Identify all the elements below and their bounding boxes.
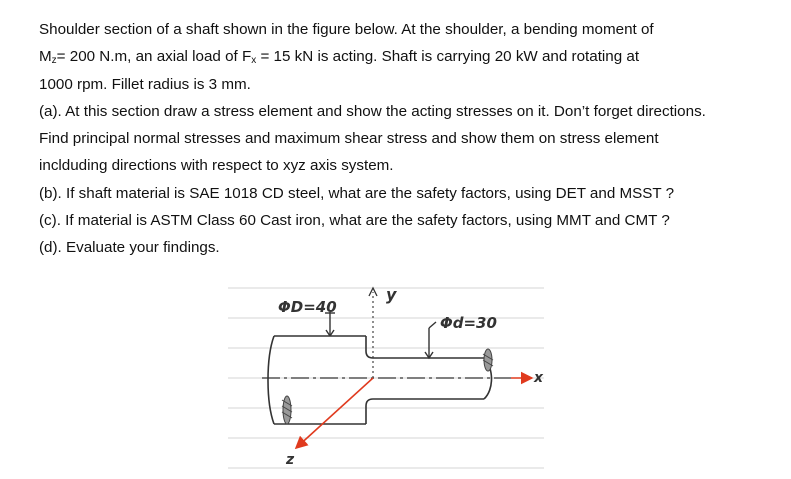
moment-symbol: M	[39, 48, 52, 66]
question-a-line-1: (a). At this section draw a stress element and show the acting stresses on it. Don’t forget directions.	[39, 102, 706, 120]
question-b: (b). If shaft material is SAE 1018 CD steel, what are the safety factors, using DET and MSST ?	[39, 184, 675, 202]
shaft-sketch	[226, 278, 546, 474]
x-axis-label: x	[534, 370, 544, 386]
small-diameter-dimension	[425, 322, 436, 358]
moment-subscript: z	[51, 55, 57, 67]
question-c: (c). If material is ASTM Class 60 Cast iron, what are the safety factors, using MMT and CMT ?	[39, 212, 670, 230]
problem-statement	[39, 16, 784, 262]
problem-line-2-end: = 15 kN is acting. Shaft is carrying 20 kW and rotating at	[256, 48, 640, 66]
problem-line-3: 1000 rpm. Fillet radius is 3 mm.	[39, 75, 251, 93]
problem-line-1: Shoulder section of a shaft shown in the figure below. At the shoulder, a bending moment of	[39, 21, 654, 38]
cut-hatching	[282, 349, 493, 424]
question-a-line-2: Find principal normal stresses and maximum shear stress and show them on stress element	[39, 130, 659, 148]
problem-line-2-middle: = 200 N.m, an axial load of F	[56, 48, 252, 66]
y-axis-label: y	[386, 285, 397, 304]
question-d: (d). Evaluate your findings.	[39, 239, 220, 257]
z-axis-label: z	[286, 452, 295, 468]
problem-line-2	[39, 43, 784, 70]
big-diameter-label: ΦD=40	[278, 298, 337, 316]
force-subscript: x	[251, 55, 257, 67]
shaft-shoulder-figure	[226, 278, 546, 474]
small-diameter-label: Φd=30	[440, 314, 497, 332]
question-a-line-3: inclduding directions with respect to xyz axis system.	[39, 157, 394, 175]
